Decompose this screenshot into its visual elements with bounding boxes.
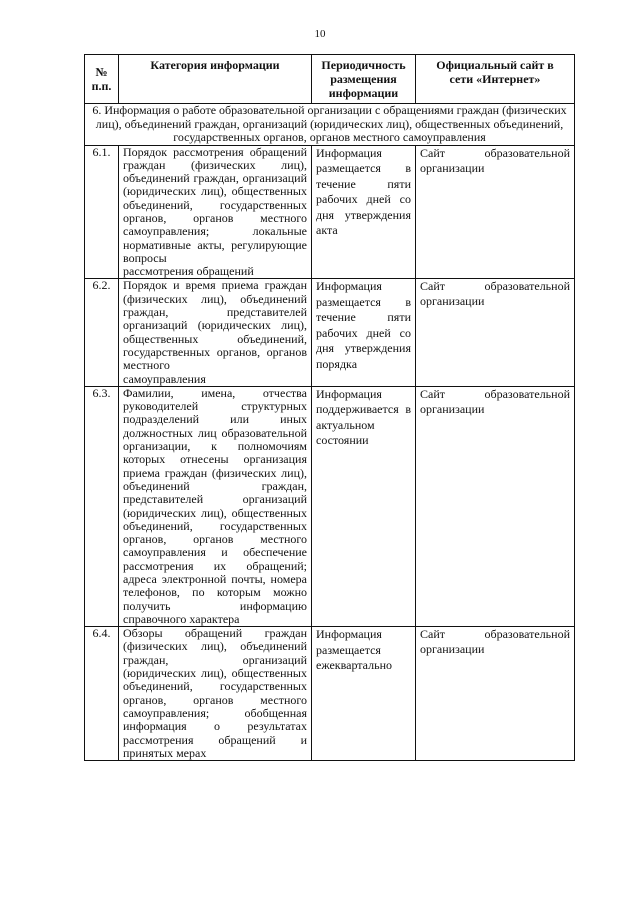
row-number-text: 6.2.: [92, 278, 111, 293]
row-number-text: 6.3.: [92, 385, 111, 400]
row-category: [119, 386, 312, 626]
table-row: [85, 627, 575, 761]
row-official-site: [416, 145, 575, 279]
category-text: Порядок и время приема граждан (физических лиц), объединений граждан, представителей организаций (юридических лиц), общественных объединений, государственных органов, органов местного: [123, 278, 307, 373]
row-number: [85, 386, 119, 626]
table-row: [85, 386, 575, 626]
row-number-text: 6.1.: [92, 144, 111, 159]
section-row: [85, 104, 575, 146]
section-title: 6. Информация о работе образовательной организации с обращениями граждан (физических лиц), объединений граждан, организаций (юридических лиц), общественных объединений, государственных органов, органов местного самоуправления: [85, 104, 575, 146]
site-word-3: организации: [420, 642, 485, 657]
row-number: [85, 627, 119, 761]
category-text-end: принятых мерах: [123, 745, 207, 760]
header-category: Категория информации: [119, 55, 312, 104]
row-category: [119, 145, 312, 279]
site-word-1: Сайт: [420, 386, 445, 401]
periodicity-text: Информация поддерживается в актуальном: [316, 386, 411, 432]
table-header-row: [85, 55, 575, 104]
header-periodicity: Периодичность размещения информации: [312, 55, 416, 104]
information-table: [84, 54, 575, 761]
row-category: [119, 279, 312, 386]
header-number: № п.п.: [85, 55, 119, 104]
row-periodicity: [312, 279, 416, 386]
periodicity-text: Информация: [316, 627, 382, 642]
row-periodicity: [312, 627, 416, 761]
category-text-end: самоуправления: [123, 371, 206, 386]
site-word-1: Сайт: [420, 279, 445, 294]
row-official-site: [416, 386, 575, 626]
row-number: [85, 279, 119, 386]
site-word-1: Сайт: [420, 627, 445, 642]
table-row: [85, 145, 575, 279]
site-word-1: Сайт: [420, 145, 445, 160]
category-text-end: рассмотрения обращений: [123, 264, 254, 279]
periodicity-text: Информация размещается в течение пяти рабочих дней со дня утверждения: [316, 279, 411, 356]
row-official-site: [416, 279, 575, 386]
category-text-end: справочного характера: [123, 611, 240, 626]
site-word-3: организации: [420, 401, 485, 416]
table-row: [85, 279, 575, 386]
row-category: [119, 627, 312, 761]
row-official-site: [416, 627, 575, 761]
periodicity-text-end: дня утверждения акта: [316, 207, 411, 237]
row-periodicity: [312, 145, 416, 279]
row-number-text: 6.4.: [92, 626, 111, 641]
site-word-2: образовательной: [484, 386, 570, 401]
category-text: Обзоры обращений граждан (физических лиц), объединений граждан, организаций (юридических лиц), общественных объединений, государственных органов, органов местного самоуправления; обобщенная информация о результатах рассмотрения обращений и: [123, 626, 307, 747]
row-number: [85, 145, 119, 279]
header-official-site: Официальный сайт в сети «Интернет»: [416, 55, 575, 104]
site-word-2: образовательной: [484, 279, 570, 294]
periodicity-text-end: размещается ежеквартально: [316, 642, 392, 673]
row-periodicity: [312, 386, 416, 626]
page-number: 10: [314, 28, 326, 40]
category-text: Порядок рассмотрения обращений граждан (физических лиц), объединений граждан, организаций (юридических лиц), общественных объединений, государственных органов, органов местного самоуправления; локальные нормативные акты, регулирующие вопросы: [123, 144, 307, 265]
periodicity-text-end: порядка: [316, 356, 358, 371]
periodicity-text-end: состоянии: [316, 433, 369, 448]
site-word-2: образовательной: [484, 627, 570, 642]
site-word-3: организации: [420, 160, 485, 175]
periodicity-text: Информация размещается в течение пяти рабочих дней со: [316, 145, 411, 206]
category-text: Фамилии, имена, отчества руководителей структурных подразделений или иных должностных лиц образовательной организации, к полномочиям которых отнесены организация приема граждан (физических лиц), объединений граждан, представителей организаций (юридических лиц), общественных объединений, государственных органов, органов местного самоуправления и обеспечение рассмотрения их обращений; адреса электронной почты, номера телефонов, по которым можно получить информацию: [123, 385, 307, 613]
site-word-3: организации: [420, 294, 485, 309]
site-word-2: образовательной: [484, 145, 570, 160]
